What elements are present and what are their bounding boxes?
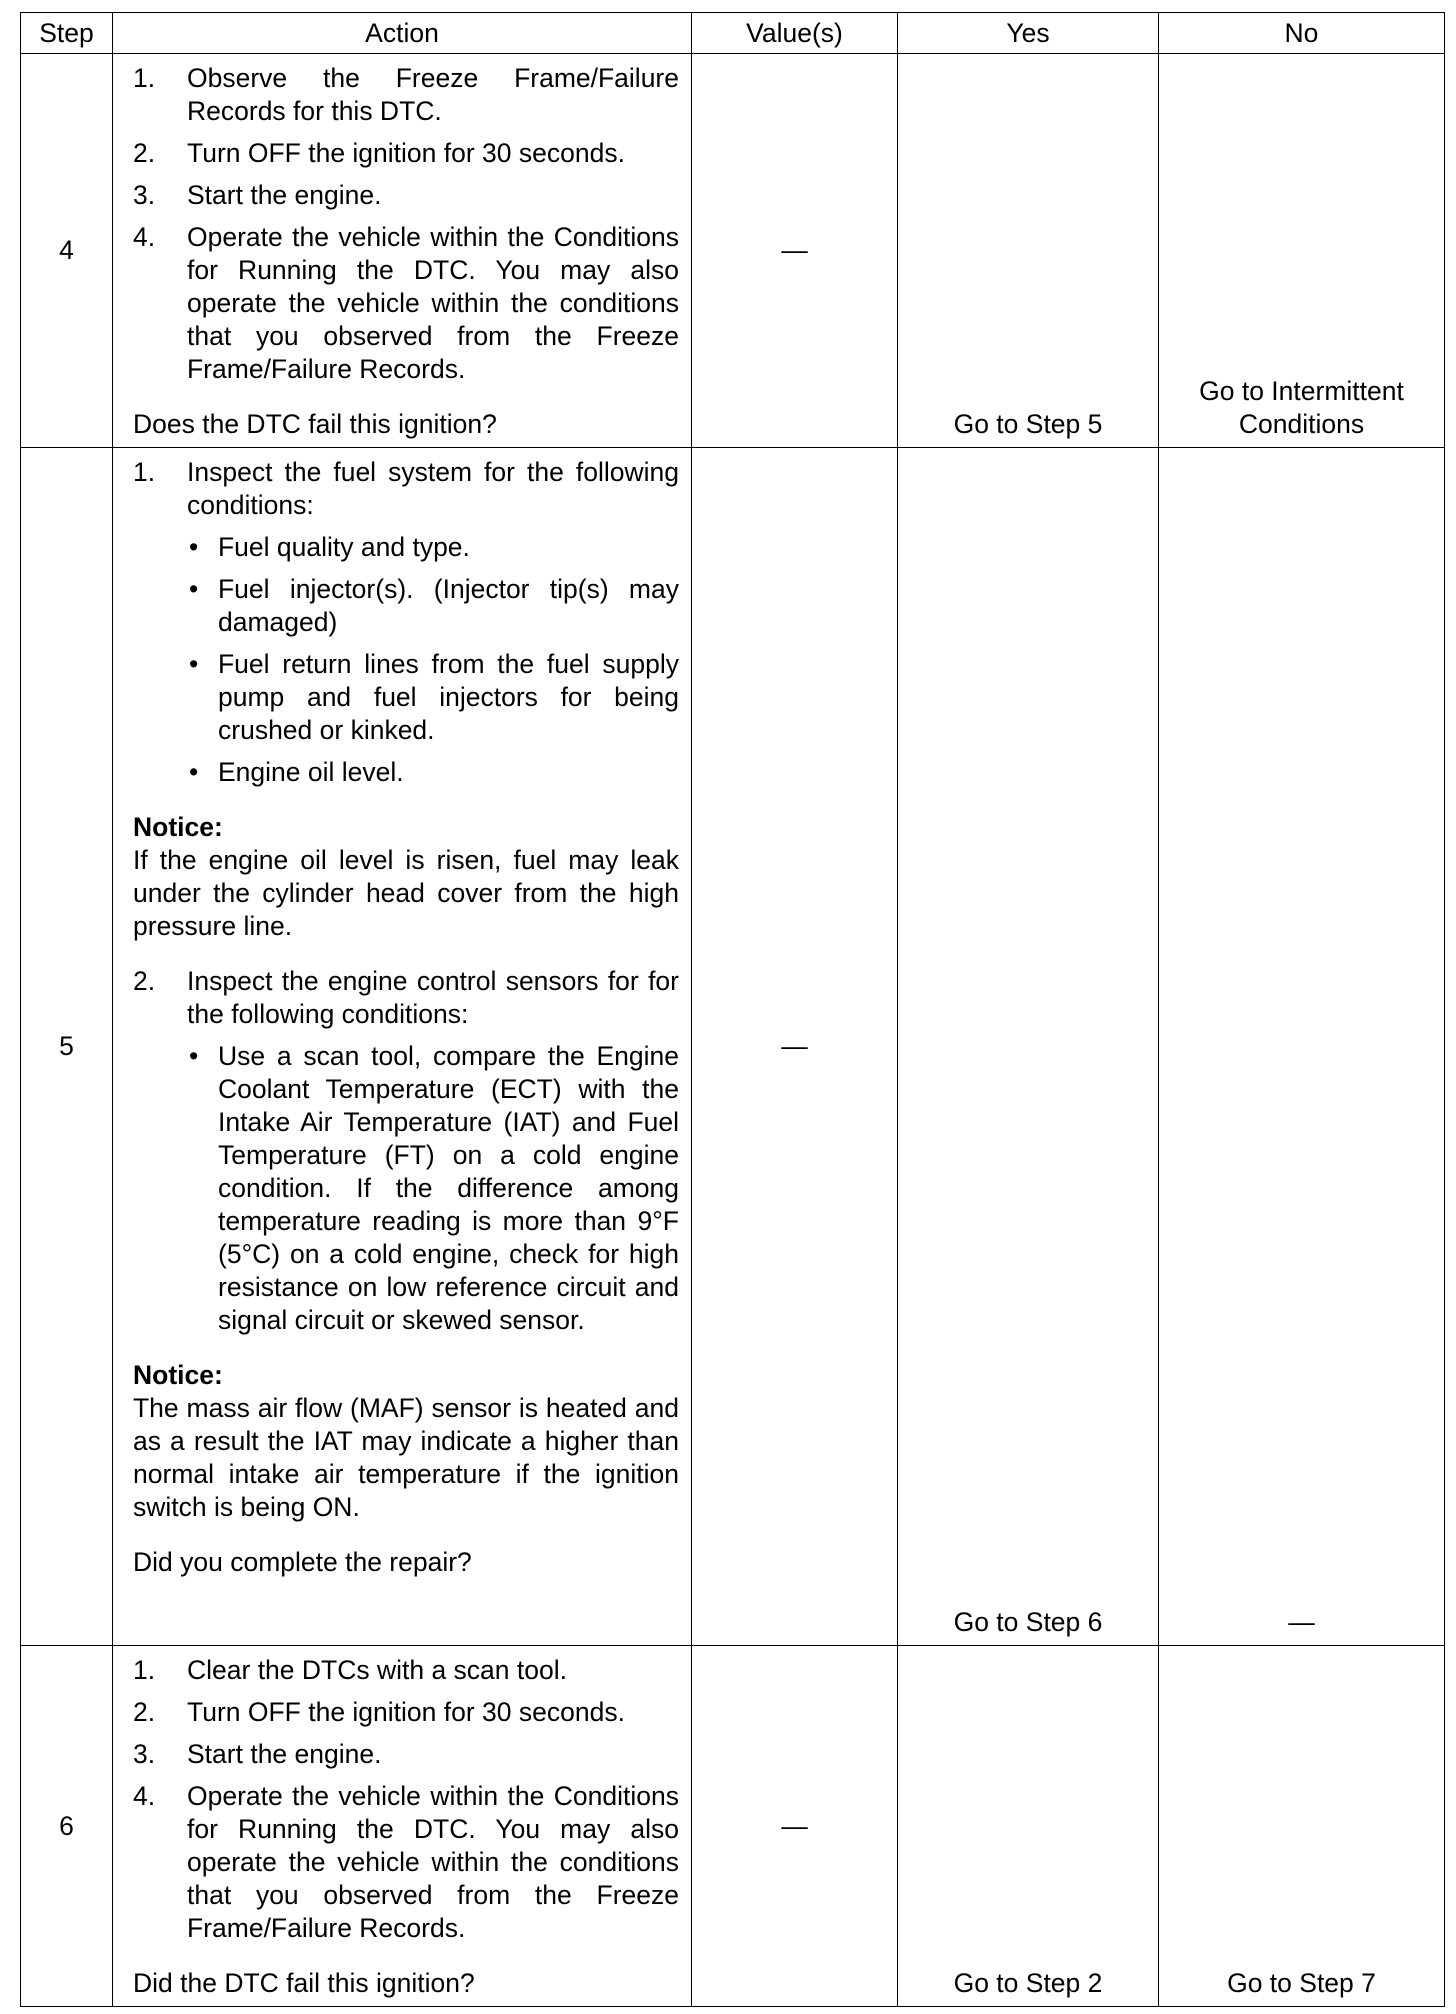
list-item: 4. Operate the vehicle within the Conditions for Running the DTC. You may also operate the vehicle within the conditions that you observed from the Freeze Frame/Failure Records. xyxy=(133,222,679,384)
no-cell: — xyxy=(1159,448,1445,1646)
list-item: 3. Start the engine. xyxy=(133,1739,382,1769)
bullet-item: • Fuel quality and type. xyxy=(189,532,470,562)
yes-cell: Go to Step 6 xyxy=(898,448,1159,1646)
list-item: 2. Turn OFF the ignition for 30 seconds. xyxy=(133,1697,625,1727)
table-row xyxy=(21,448,1445,1646)
yes-cell: Go to Step 5 xyxy=(898,54,1159,448)
notice-text: If the engine oil level is risen, fuel may leak under the cylinder head cover from the high pressure line. xyxy=(133,845,679,941)
question: Did you complete the repair? xyxy=(133,1547,472,1577)
action-cell xyxy=(113,54,692,448)
no-cell: Go to Step 7 xyxy=(1159,1646,1445,2007)
header-row xyxy=(21,13,1445,54)
list-item: 2. Inspect the engine control sensors for for the following conditions: xyxy=(133,966,679,1029)
question: Does the DTC fail this ignition? xyxy=(133,409,497,439)
step-number: 6 xyxy=(21,1646,113,2007)
notice-text: The mass air flow (MAF) sensor is heated and as a result the IAT may indicate a higher than normal intake air temperature if the ignition switch is being ON. xyxy=(133,1393,679,1522)
yes-cell: Go to Step 2 xyxy=(898,1646,1159,2007)
header-action: Action xyxy=(113,13,692,54)
bullet-item: • Engine oil level. xyxy=(189,757,404,787)
header-no: No xyxy=(1159,13,1445,54)
header-values: Value(s) xyxy=(692,13,898,54)
value-cell: — xyxy=(692,54,898,448)
bullet-item: • Fuel return lines from the fuel supply pump and fuel injectors for being crushed or kinked. xyxy=(189,649,679,745)
notice-title: Notice: xyxy=(133,812,223,842)
list-item: 1. Clear the DTCs with a scan tool. xyxy=(133,1655,567,1685)
step-number: 4 xyxy=(21,54,113,448)
value-cell: — xyxy=(692,448,898,1646)
step-number: 5 xyxy=(21,448,113,1646)
bullet-item: • Use a scan tool, compare the Engine Coolant Temperature (ECT) with the Intake Air Temperature (IAT) and Fuel Temperature (FT) on a cold engine condition. If the difference among temperature reading is more than 9°F (5°C) on a cold engine, check for high resistance on low reference circuit and signal circuit or skewed sensor. xyxy=(189,1041,679,1335)
question: Did the DTC fail this ignition? xyxy=(133,1968,475,1998)
action-cell xyxy=(113,1646,692,2007)
header-yes: Yes xyxy=(898,13,1159,54)
list-item: 1. Inspect the fuel system for the following conditions: xyxy=(133,457,679,520)
value-cell: — xyxy=(692,1646,898,2007)
list-item: 2. Turn OFF the ignition for 30 seconds. xyxy=(133,138,625,168)
list-item: 4. Operate the vehicle within the Conditions for Running the DTC. You may also operate the vehicle within the conditions that you observed from the Freeze Frame/Failure Records. xyxy=(133,1781,679,1943)
table-row xyxy=(21,1646,1445,2007)
header-step: Step xyxy=(21,13,113,54)
notice-title: Notice: xyxy=(133,1360,223,1390)
bullet-item: • Fuel injector(s). (Injector tip(s) may damaged) xyxy=(189,574,679,637)
list-item: 3. Start the engine. xyxy=(133,180,382,210)
list-item: 1. Observe the Freeze Frame/Failure Records for this DTC. xyxy=(133,63,679,126)
table-row xyxy=(21,54,1445,448)
no-cell: Go to Intermittent Conditions xyxy=(1159,54,1445,448)
diagnostic-table xyxy=(20,12,1445,2007)
action-cell xyxy=(113,448,692,1646)
